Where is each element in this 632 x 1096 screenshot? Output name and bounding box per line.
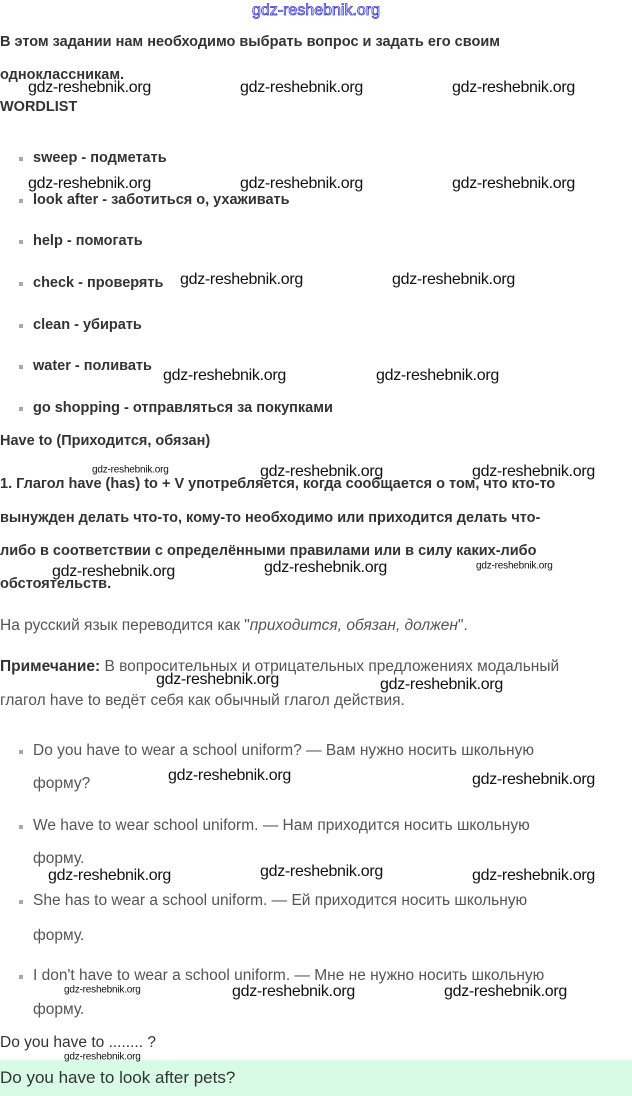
example-line: форму. [33, 850, 85, 867]
grammar-title: Have to (Приходится, обязан) [0, 433, 211, 449]
translation-prefix: На русский язык переводится как " [0, 617, 250, 634]
bullet-icon [19, 282, 23, 286]
intro-line-1: В этом задании нам необходимо выбрать вопрос и задать его своим [0, 34, 500, 50]
watermark: gdz-reshebnik.org [376, 367, 499, 384]
translation-suffix: ". [457, 617, 468, 634]
watermark: gdz-reshebnik.org [240, 175, 363, 192]
wordlist-title: WORDLIST [0, 99, 78, 115]
watermark: gdz-reshebnik.org [452, 79, 575, 96]
example-line: She has to wear a school uniform. — Ей приходится носить школьную [33, 892, 528, 909]
answer-box [0, 1060, 632, 1096]
watermark: gdz-reshebnik.org [64, 1051, 141, 1063]
rule-line: либо в соответствии с определёнными правилами или в силу каких-либо [0, 543, 537, 559]
bullet-icon [19, 365, 23, 369]
example-line: Do you have to wear a school uniform? — Вам нужно носить школьную [33, 742, 534, 759]
watermark: gdz-reshebnik.org [92, 464, 169, 476]
watermark: gdz-reshebnik.org [163, 367, 286, 384]
bullet-icon [19, 407, 23, 411]
answer-text: Do you have to look after pets? [0, 1068, 236, 1087]
rule-line: 1. Глагол have (has) to + V употребляется, когда сообщается о том, что кто-то [0, 476, 556, 492]
watermark: gdz-reshebnik.org [232, 983, 355, 1000]
watermark: gdz-reshebnik.org [28, 79, 151, 96]
intro-line-2: одноклассникам. [0, 67, 125, 83]
word-item: help - помогать [33, 233, 143, 249]
watermark: gdz-reshebnik.org [156, 671, 279, 688]
word-item: water - поливать [33, 358, 152, 374]
note-label: Примечание: [0, 658, 101, 675]
watermark: gdz-reshebnik.org [472, 867, 595, 884]
watermark: gdz-reshebnik.org [260, 463, 383, 480]
bullet-icon [19, 750, 23, 754]
rule-line: обстоятельств. [0, 576, 112, 592]
bullet-icon [19, 199, 23, 203]
watermark: gdz-reshebnik.org [476, 560, 553, 572]
watermark: gdz-reshebnik.org [452, 175, 575, 192]
example-line: форму? [33, 775, 91, 792]
bullet-icon [19, 240, 23, 244]
watermark: gdz-reshebnik.org [52, 563, 175, 580]
watermark: gdz-reshebnik.org [444, 983, 567, 1000]
bullet-icon [19, 825, 23, 829]
watermark: gdz-reshebnik.org [168, 767, 291, 784]
rule-line: вынужден делать что-то, кому-то необходимо или приходится делать что- [0, 510, 541, 526]
example-line: форму. [33, 1001, 85, 1018]
word-item: look after - заботиться о, ухаживать [33, 192, 290, 208]
note-line-1 [0, 657, 559, 677]
task-prompt: Do you have to ........ ? [0, 1034, 156, 1051]
watermark: gdz-reshebnik.org [28, 175, 151, 192]
translation-note [0, 616, 468, 636]
example-line: I don't have to wear a school uniform. — Мне не нужно носить школьную [33, 967, 545, 984]
watermark: gdz-reshebnik.org [264, 559, 387, 576]
watermark: gdz-reshebnik.org [260, 863, 383, 880]
example-line: We have to wear school uniform. — Нам приходится носить школьную [33, 817, 530, 834]
watermark: gdz-reshebnik.org [380, 676, 503, 693]
watermark: gdz-reshebnik.org [472, 463, 595, 480]
word-item: check - проверять [33, 275, 164, 291]
word-item: sweep - подметать [33, 150, 167, 166]
word-item: clean - убирать [33, 317, 142, 333]
note-line-2: глагол have to ведёт себя как обычный глагол действия. [0, 692, 405, 709]
bullet-icon [19, 900, 23, 904]
bullet-icon [19, 975, 23, 979]
watermark: gdz-reshebnik.org [240, 79, 363, 96]
watermark: gdz-reshebnik.org [48, 867, 171, 884]
watermark: gdz-reshebnik.org [64, 984, 141, 996]
translation-italic: приходится, обязан, должен [249, 617, 458, 634]
word-item: go shopping - отправляться за покупками [33, 400, 333, 416]
bullet-icon [19, 157, 23, 161]
watermark: gdz-reshebnik.org [472, 771, 595, 788]
header-watermark: gdz-reshebnik.org [251, 2, 381, 19]
watermark: gdz-reshebnik.org [180, 271, 303, 288]
watermark: gdz-reshebnik.org [392, 271, 515, 288]
bullet-icon [19, 324, 23, 328]
note-text: В вопросительных и отрицательных предложениях модальный [100, 658, 560, 675]
example-line: форму. [33, 927, 85, 944]
